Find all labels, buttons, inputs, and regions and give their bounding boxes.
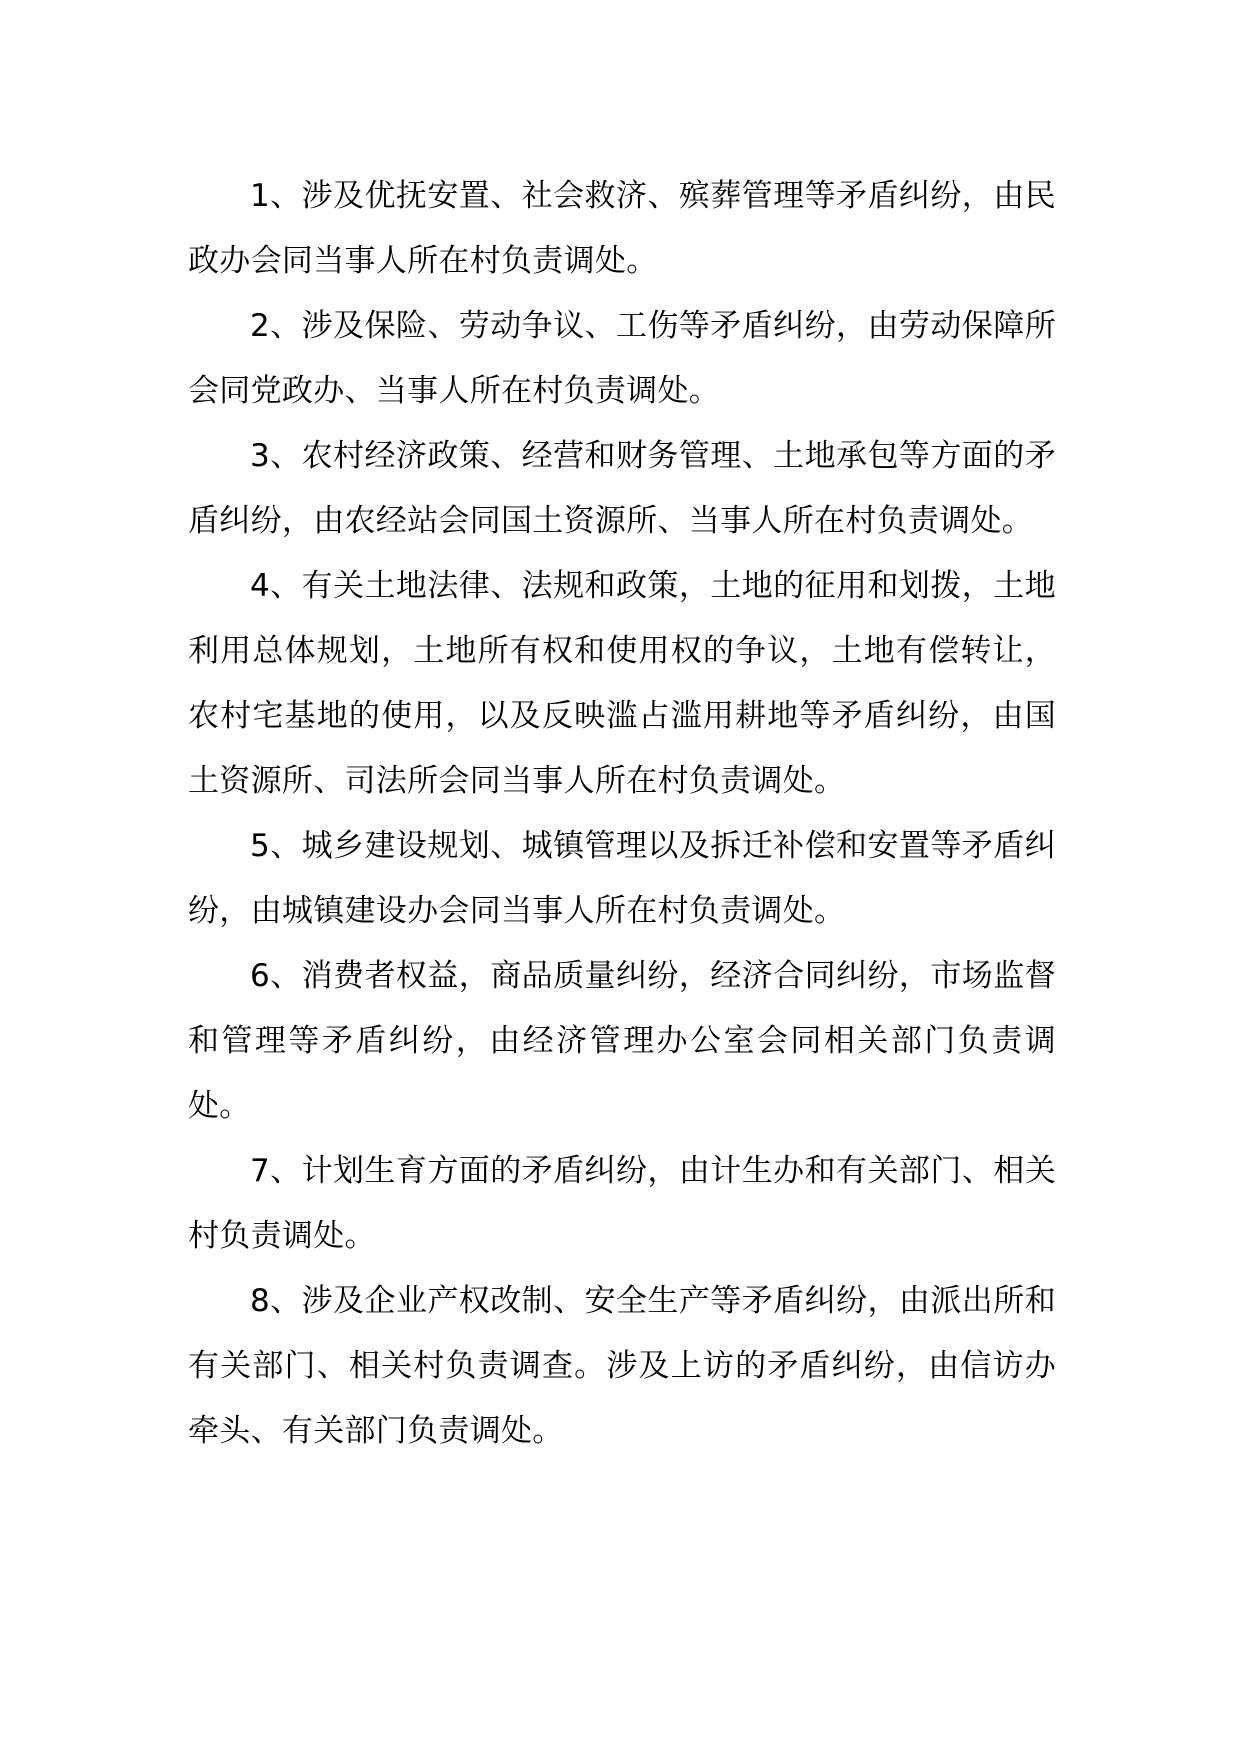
paragraph-5: 5、城乡建设规划、城镇管理以及拆迁补偿和安置等矛盾纠纷，由城镇建设办会同当事人所在村负责调处。 xyxy=(188,828,1056,929)
paragraph-3: 3、农村经济政策、经营和财务管理、土地承包等方面的矛盾纠纷，由农经站会同国土资源所、当事人所在村负责调处。 xyxy=(188,438,1056,539)
paragraph-4: 4、有关土地法律、法规和政策，土地的征用和划拨，土地利用总体规划，土地所有权和使用权的争议，土地有偿转让，农村宅基地的使用，以及反映滥占滥用耕地等矛盾纠纷，由国土资源所、司法所会同当事人所在村负责调处。 xyxy=(188,568,1056,799)
paragraph-1: 1、涉及优抚安置、社会救济、殡葬管理等矛盾纠纷，由民政办会同当事人所在村负责调处。 xyxy=(188,178,1056,279)
paragraph-6: 6、消费者权益，商品质量纠纷，经济合同纠纷，市场监督和管理等矛盾纠纷，由经济管理办公室会同相关部门负责调处。 xyxy=(188,958,1056,1124)
document-body xyxy=(188,164,1056,1464)
paragraph-8: 8、涉及企业产权改制、安全生产等矛盾纠纷，由派出所和有关部门、相关村负责调查。涉及上访的矛盾纠纷，由信访办牵头、有关部门负责调处。 xyxy=(188,1283,1056,1449)
paragraph-7: 7、计划生育方面的矛盾纠纷，由计生办和有关部门、相关村负责调处。 xyxy=(188,1153,1056,1254)
paragraph-2: 2、涉及保险、劳动争议、工伤等矛盾纠纷，由劳动保障所会同党政办、当事人所在村负责调处。 xyxy=(188,308,1056,409)
